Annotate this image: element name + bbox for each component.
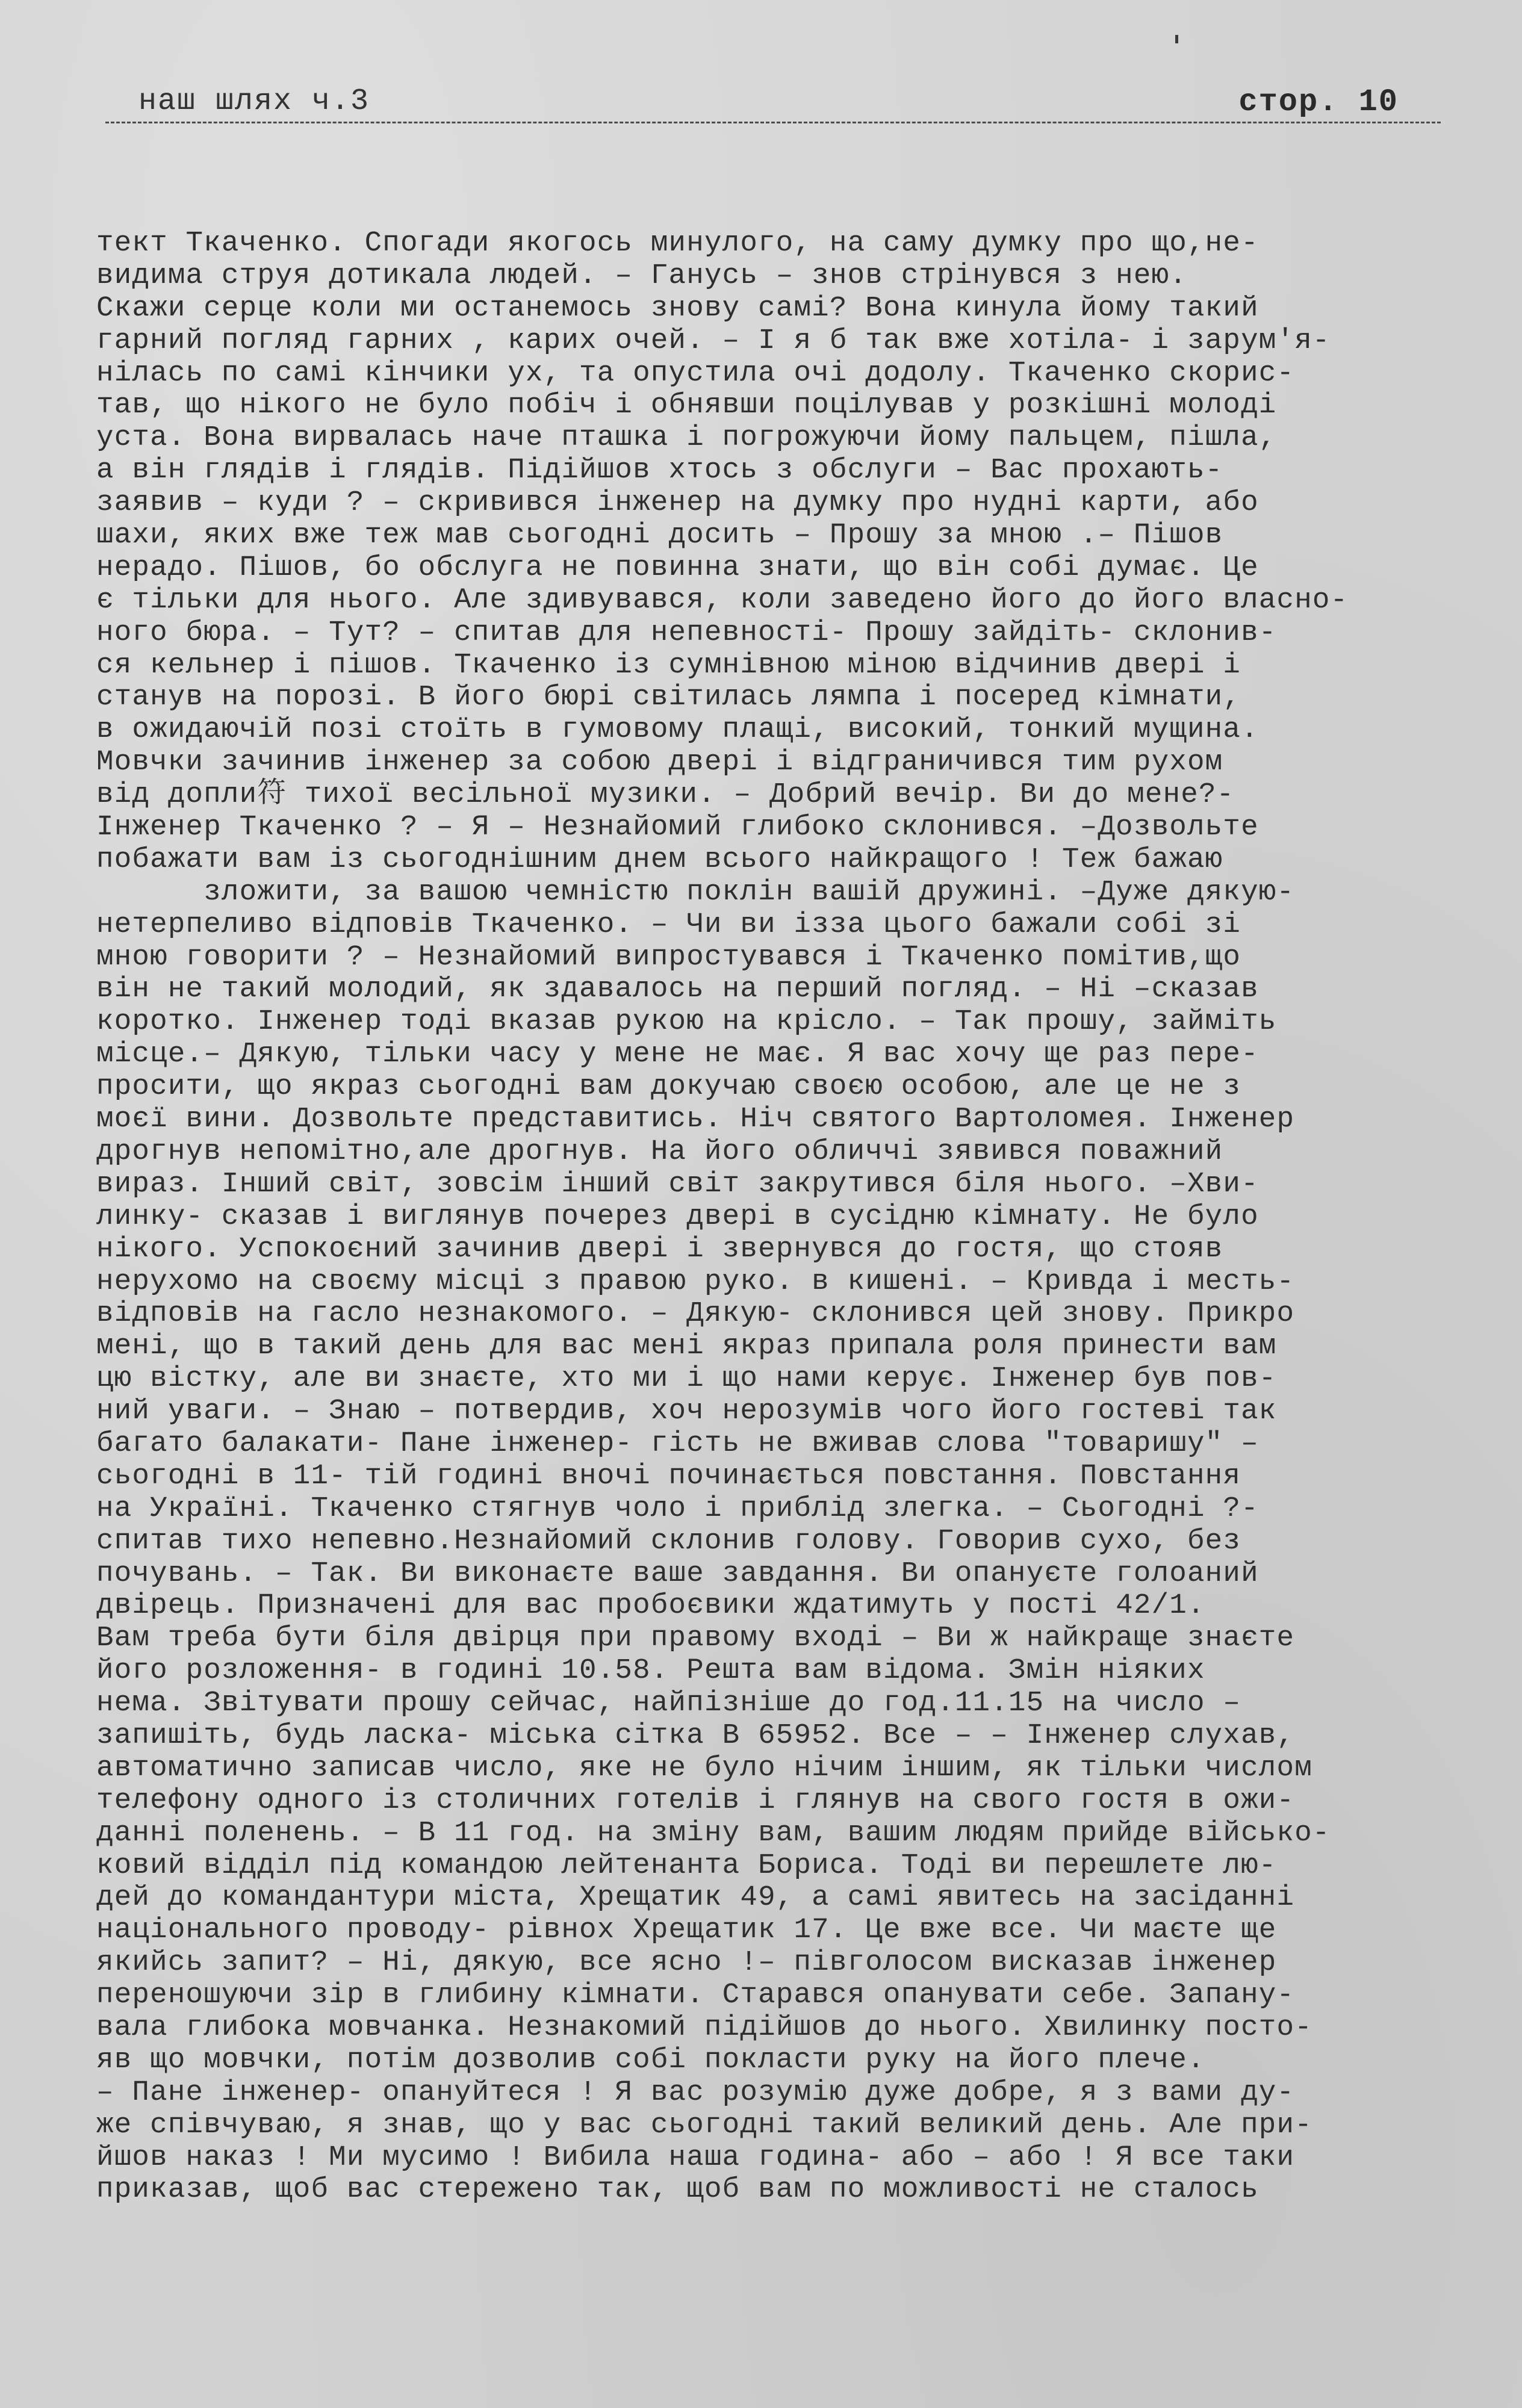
- page-header: [105, 79, 1441, 123]
- text-line: ся кельнер і пішов. Ткаченко із сумнівною міною відчинив двері і: [96, 648, 1241, 681]
- text-line: Мовчки зачинив інженер за собою двері і відграничився тим рухом: [96, 746, 1223, 779]
- text-line: вираз. Інший світ, зовсім інший світ закрутився біля нього. –Хви-: [96, 1167, 1259, 1200]
- text-line: спитав тихо непевно.Незнайомий склонив голову. Говорив сухо, без: [96, 1524, 1241, 1557]
- text-line: національного проводу- рівнох Хрещатик 17. Це вже все. Чи маєте ще: [96, 1914, 1277, 1947]
- text-line: зложити, за вашою чемністю поклін вашій дружині. –Дуже дякую-: [96, 875, 1295, 908]
- text-line: якийсь запит? – Ні, дякую, все ясно !– півголосом висказав інженер: [96, 1946, 1277, 1979]
- text-line: телефону одного із столичних готелів і глянув на свого гостя в ожи-: [96, 1784, 1295, 1817]
- text-line: дрогнув непомітно,але дрогнув. На його обличчі зявився поважний: [96, 1135, 1223, 1168]
- text-line: шахи, яких вже теж мав сьогодні досить – Прошу за мною .– Пішов: [96, 519, 1223, 552]
- text-line: на Україні. Ткаченко стягнув чоло і приблід злегка. – Сьогодні ?-: [96, 1492, 1259, 1525]
- text-line: тав, що нікого не було побіч і обнявши поцілував у розкішні молоді: [96, 389, 1277, 422]
- text-line: дей до командантури міста, Хрещатик 49, а самі явитесь на засіданні: [96, 1881, 1295, 1914]
- text-line: нілась по самі кінчики ух, та опустила очі додолу. Ткаченко скорис-: [96, 356, 1295, 389]
- text-line: станув на порозі. В його бюрі світилась лямпа і посеред кімнати,: [96, 681, 1241, 714]
- text-line: ковий відділ під командою лейтенанта Бориса. Тоді ви перешлете лю-: [96, 1849, 1277, 1882]
- text-line: його розложення- в годині 10.58. Решта вам відома. Змін ніяких: [96, 1654, 1205, 1687]
- text-line: запишіть, будь ласка- міська сітка В 65952. Все – – Інженер слухав,: [96, 1719, 1295, 1752]
- body-text: [96, 228, 1493, 2206]
- text-line: він не такий молодий, як здавалось на перший погляд. – Ні –сказав: [96, 973, 1259, 1006]
- text-line: двірець. Призначені для вас пробоєвики ждатимуть у пості 42/1.: [96, 1589, 1205, 1622]
- text-line: нетерпеливо відповів Ткаченко. – Чи ви ізза цього бажали собі зі: [96, 908, 1241, 941]
- text-line: уста. Вона вирвалась наче пташка і погрожуючи йому пальцем, пішла,: [96, 421, 1277, 455]
- text-line: сьогодні в 11- тій годині вночі починається повстання. Повстання: [96, 1459, 1241, 1492]
- text-line: – Пане інженер- опануйтеся ! Я вас розумію дуже добре, я з вами ду-: [96, 2076, 1295, 2109]
- text-line: мною говорити ? – Незнайомий випростувався і Ткаченко помітив,що: [96, 940, 1241, 973]
- text-line: коротко. Інженер тоді вказав рукою на крісло. – Так прошу, займіть: [96, 1005, 1277, 1038]
- text-line: місце.– Дякую, тільки часу у мене не має. Я вас хочу ще раз пере-: [96, 1038, 1259, 1071]
- text-line: Скажи серце коли ми останемось знову самі? Вона кинула йому такий: [96, 291, 1259, 324]
- text-line: нема. Звітувати прошу сейчас, найпізніше до год.11.15 на число –: [96, 1687, 1241, 1720]
- text-line: вала глибока мовчанка. Незнакомий підійшов до нього. Хвилинку посто-: [96, 2011, 1312, 2044]
- publication-title: наш шлях ч.3: [138, 84, 370, 119]
- text-line: ний уваги. – Знаю – потвердив, хоч нерозумів чого його гостеві так: [96, 1395, 1277, 1428]
- text-line: просити, що якраз сьогодні вам докучаю своєю особою, але це не з: [96, 1070, 1241, 1103]
- text-line: а він глядів і глядів. Підійшов хтось з обслуги – Вас прохають-: [96, 454, 1223, 487]
- text-line: почувань. – Так. Ви виконаєте ваше завдання. Ви опануєте голоаний: [96, 1557, 1259, 1590]
- text-line: відповів на гасло незнакомого. – Дякую- склонився цей знову. Прикро: [96, 1297, 1295, 1330]
- text-line: тект Ткаченко. Спогади якогось минулого, на саму думку про що,не-: [96, 227, 1259, 259]
- text-line: багато балакати- Пане інженер- гість не вживав слова "товаришу" –: [96, 1427, 1259, 1460]
- text-line: яв що мовчки, потім дозволив собі покласти руку на його плече.: [96, 2043, 1205, 2076]
- text-line: ного бюра. – Тут? – спитав для непевності- Прошу зайдіть- склонив-: [96, 616, 1277, 649]
- text-line: переношуючи зір в глибину кімнати. Старався опанувати себе. Запану-: [96, 1979, 1295, 2012]
- text-line: Інженер Ткаченко ? – Я – Незнайомий глибоко склонився. –Дозвольте: [96, 811, 1259, 844]
- text-line: цю вістку, але ви знаєте, хто ми і що нами керує. Інженер був пов-: [96, 1362, 1277, 1395]
- text-line: же співчуваю, я знав, що у вас сьогодні такий великий день. Але при-: [96, 2108, 1312, 2141]
- text-line: данні поленень. – В 11 год. на зміну вам, вашим людям прийде військо-: [96, 1816, 1331, 1849]
- text-line: нікого. Успокоєний зачинив двері і звернувся до гостя, що стояв: [96, 1232, 1223, 1265]
- text-line: видима струя дотикала людей. – Ганусь – знов стрінувся з нею.: [96, 259, 1187, 292]
- text-line: йшов наказ ! Ми мусимо ! Вибила наша година- або – або ! Я все таки: [96, 2141, 1295, 2174]
- text-line: є тільки для нього. Але здивувався, коли заведено його до його власно-: [96, 583, 1349, 616]
- text-line: заявив – куди ? – скривився інженер на думку про нудні карти, або: [96, 486, 1259, 520]
- text-line: нерадо. Пішов, бо обслуга не повинна знати, що він собі думає. Це: [96, 551, 1259, 584]
- text-line: нерухомо на своєму місці з правою руко. в кишені. – Кривда і месть-: [96, 1265, 1295, 1298]
- text-line: побажати вам із сьогоднішним днем всього найкращого ! Теж бажаю: [96, 843, 1223, 876]
- text-line: автоматично записав число, яке не було нічим іншим, як тільки числом: [96, 1751, 1312, 1784]
- ink-speck: [1175, 35, 1178, 43]
- text-line: гарний погляд гарних , карих очей. – І я б так вже хотіла- і зарум'я-: [96, 324, 1331, 357]
- text-line: линку- сказав і виглянув почерез двері в сусідню кімнату. Не було: [96, 1200, 1259, 1233]
- text-line: Вам треба бути біля двірця при правому вході – Ви ж найкраще знаєте: [96, 1622, 1295, 1655]
- text-line: приказав, щоб вас стережено так, щоб вам по можливості не сталось: [96, 2173, 1259, 2206]
- text-line: моєї вини. Дозвольте представитись. Ніч святого Вартоломея. Інженер: [96, 1103, 1295, 1136]
- text-line: від допли符 тихої весільної музики. – Добрий вечір. Ви до мене?-: [96, 778, 1235, 811]
- page-number: стор. 10: [1238, 84, 1399, 120]
- text-line: в ожидаючій позі стоїть в гумовому плащі, високий, тонкий мущина.: [96, 713, 1259, 746]
- text-line: мені, що в такий день для вас мені якраз припала роля принести вам: [96, 1330, 1277, 1363]
